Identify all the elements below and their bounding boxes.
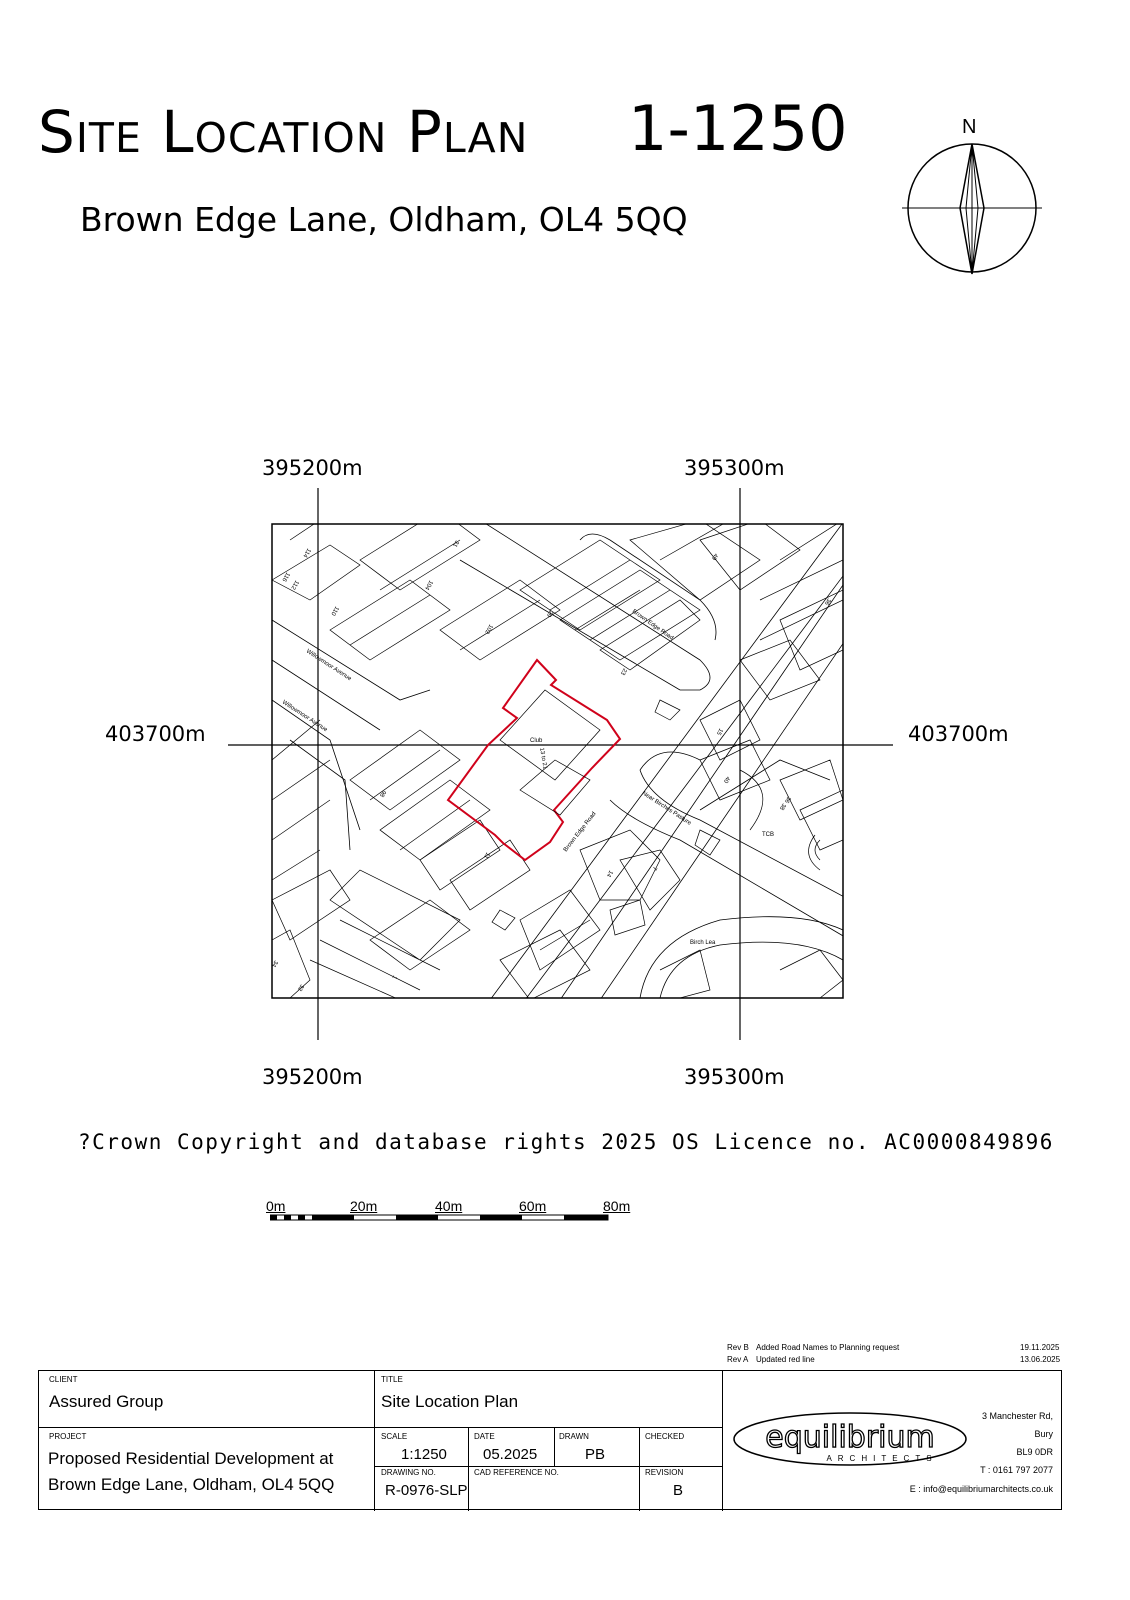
place-label: Birch Lea <box>690 940 716 946</box>
house-number: 40 <box>721 775 731 784</box>
revision-caption: REVISION <box>645 1468 684 1477</box>
project-caption: PROJECT <box>49 1432 87 1441</box>
northing-label-right: 403700m <box>908 722 1009 746</box>
house-number: 1 <box>390 974 398 980</box>
firm-email[interactable]: E : info@equilibriumarchitects.co.uk <box>909 1484 1053 1494</box>
house-number: 38 <box>777 802 787 811</box>
date-caption: DATE <box>474 1432 495 1441</box>
house-number: 112 <box>289 579 300 591</box>
scale-caption: SCALE <box>381 1432 408 1441</box>
site-boundary <box>448 660 620 860</box>
scalebar-label: 60m <box>519 1198 547 1214</box>
place-label: Club <box>530 738 543 744</box>
project-line-1: Proposed Residential Development at <box>48 1449 334 1468</box>
logo-subtitle: ARCHITECTS <box>826 1454 938 1463</box>
house-number: 15 <box>714 727 724 736</box>
drawing-scale-ratio: 1-1250 <box>628 92 848 165</box>
easting-label-top-left: 395200m <box>262 456 363 480</box>
drawing-title: Site Location Plan <box>38 98 529 166</box>
revision-date: 13.06.2025 <box>1020 1355 1061 1364</box>
house-number: 36 <box>782 795 792 804</box>
scale-value: 1:1250 <box>401 1446 447 1463</box>
house-number: 7 <box>650 865 658 871</box>
easting-label-bottom-right: 395300m <box>684 1065 785 1089</box>
revision-value: B <box>673 1482 684 1499</box>
logo-wordmark: equilibrium <box>765 1420 935 1455</box>
drawing-no-value: R-0976-SLP <box>385 1482 468 1499</box>
revision-note: Added Road Names to Planning request <box>756 1343 900 1352</box>
house-number: 29 <box>544 609 554 618</box>
scalebar-label: 80m <box>603 1198 631 1214</box>
title-block <box>38 1370 1062 1510</box>
road-label: Brown Edge Road <box>630 608 675 642</box>
house-number: 116 <box>280 571 291 583</box>
house-number: 104 <box>423 579 434 591</box>
firm-postcode: BL9 0DR <box>1016 1447 1053 1457</box>
road-label: Willowmoor Avenue <box>304 648 353 683</box>
project-line-2: Brown Edge Lane, Oldham, OL4 5QQ <box>48 1475 335 1494</box>
road-label: Near Birches Pasture <box>640 790 693 827</box>
road-label: Brown Edge Road <box>562 811 598 854</box>
scalebar <box>270 1214 615 1222</box>
easting-label-top-right: 395300m <box>684 456 785 480</box>
drawing-name: Site Location Plan <box>381 1392 519 1411</box>
drawn-value: PB <box>585 1446 606 1463</box>
revision-id: Rev A <box>727 1355 749 1364</box>
cad-caption: CAD REFERENCE NO. <box>474 1468 559 1477</box>
firm-logo <box>732 1411 972 1471</box>
checked-caption: CHECKED <box>645 1432 685 1441</box>
house-number: 114 <box>301 547 312 559</box>
house-number: 11 <box>482 851 491 860</box>
place-label: TCB <box>762 832 774 838</box>
client-caption: CLIENT <box>49 1375 78 1384</box>
house-number: 36 <box>822 597 832 606</box>
house-number: 49 <box>709 552 719 561</box>
house-number: 14 <box>604 869 614 878</box>
house-number: 31 <box>450 539 460 548</box>
title-caption: TITLE <box>381 1375 403 1384</box>
firm-address-1: 3 Manchester Rd, <box>981 1411 1053 1421</box>
drawing-no-caption: DRAWING NO. <box>381 1468 436 1477</box>
northing-label-left: 403700m <box>105 722 206 746</box>
scalebar-label: 40m <box>435 1198 463 1214</box>
house-number: 110 <box>329 605 340 617</box>
revision-note: Updated red line <box>756 1355 815 1364</box>
house-number: 32 <box>295 983 305 992</box>
firm-phone: T : 0161 797 2077 <box>980 1465 1053 1475</box>
site-address: Brown Edge Lane, Oldham, OL4 5QQ <box>80 200 688 239</box>
firm-address-2: Bury <box>1034 1429 1053 1439</box>
revision-date: 19.11.2025 <box>1020 1343 1060 1352</box>
client-name: Assured Group <box>49 1392 164 1411</box>
road-label: Willowmoor Avenue <box>280 699 329 734</box>
drawn-caption: DRAWN <box>559 1432 589 1441</box>
house-number: 23 <box>618 667 628 676</box>
house-number: 98 <box>377 789 387 798</box>
house-number: 102 <box>483 623 494 635</box>
easting-label-bottom-left: 395200m <box>262 1065 363 1089</box>
date-value: 05.2025 <box>483 1446 538 1463</box>
revision-id: Rev B <box>727 1343 749 1352</box>
house-number: 34 <box>269 959 279 968</box>
house-number: 13 to 21 <box>538 747 548 770</box>
north-label: N <box>962 116 977 138</box>
scalebar-label: 20m <box>350 1198 378 1214</box>
scalebar-label: 0m <box>266 1198 286 1214</box>
copyright-notice: ?Crown Copyright and database rights 2025 OS Licence no. AC0000849896 <box>78 1130 1054 1154</box>
